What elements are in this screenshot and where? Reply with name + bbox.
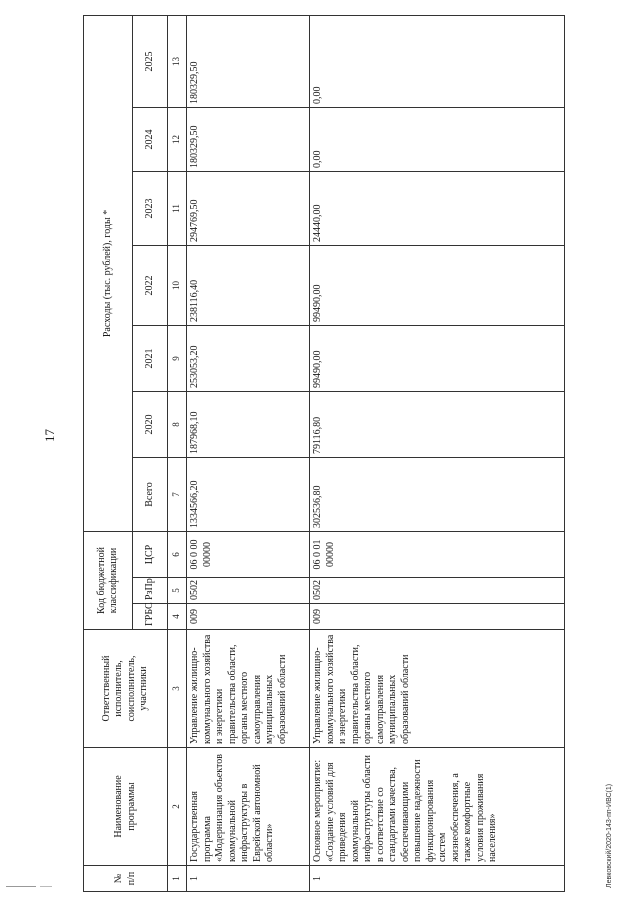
- header-program-name: Наименование программы: [84, 748, 168, 866]
- document-id: Левковский/2020-143-пп-ИВС(1): [606, 783, 613, 888]
- scan-artifact-line: [40, 886, 52, 887]
- col-index: 8: [168, 391, 187, 457]
- value-2022: 238116,40: [187, 245, 310, 325]
- value-2024: 0,00: [310, 107, 565, 171]
- col-index: 5: [168, 578, 187, 604]
- rzpr-code: 0502: [187, 578, 310, 604]
- value-2023: 24440,00: [310, 171, 565, 245]
- header-year-2023: 2023: [133, 171, 168, 245]
- page-number: 17: [42, 429, 57, 442]
- value-2022: 99490,00: [310, 245, 565, 325]
- tsr-code: 06 0 01 00000: [310, 531, 565, 577]
- col-index: 4: [168, 604, 187, 630]
- value-2025: 0,00: [310, 15, 565, 107]
- total-value: 302536,80: [310, 457, 565, 531]
- table-row: [310, 15, 565, 891]
- col-index: 3: [168, 630, 187, 748]
- tsr-code: 06 0 00 00000: [187, 531, 310, 577]
- program-name: Государственная программа «Модернизация объектов коммунальной инфраструктуры в Еврейской автономной области»: [187, 748, 310, 866]
- header-budget-code: Код бюджетной классификации: [84, 531, 133, 629]
- table-row: [187, 15, 310, 891]
- responsible: Управление жилищно-коммунального хозяйства и энергетики правительства области, органы местного самоуправления муниципальных образований области: [310, 630, 565, 748]
- value-2021: 253053,20: [187, 325, 310, 391]
- rzpr-code: 0502: [310, 578, 565, 604]
- scan-artifact-line: [6, 886, 36, 887]
- header-grbs: ГРБС: [133, 604, 168, 630]
- col-index: 7: [168, 457, 187, 531]
- col-index: 12: [168, 107, 187, 171]
- col-index: 6: [168, 531, 187, 577]
- header-num: № п/п: [84, 866, 168, 892]
- budget-table: [83, 15, 565, 892]
- value-2021: 99490,00: [310, 325, 565, 391]
- total-value: 1334566,20: [187, 457, 310, 531]
- header-rzpr: РзПр: [133, 578, 168, 604]
- header-row: [84, 15, 133, 891]
- rotated-table-wrapper: [83, 16, 593, 892]
- header-total: Всего: [133, 457, 168, 531]
- col-index: 2: [168, 748, 187, 866]
- row-num: 1: [187, 866, 310, 892]
- value-2025: 180329,50: [187, 15, 310, 107]
- header-year-2024: 2024: [133, 107, 168, 171]
- value-2020: 187968,10: [187, 391, 310, 457]
- header-year-2025: 2025: [133, 15, 168, 107]
- col-index: 10: [168, 245, 187, 325]
- value-2020: 79116,80: [310, 391, 565, 457]
- header-year-2022: 2022: [133, 245, 168, 325]
- grbs-code: 009: [187, 604, 310, 630]
- row-num: 1: [310, 866, 565, 892]
- column-index-row: [168, 15, 187, 891]
- header-tsr: ЦСР: [133, 531, 168, 577]
- col-index: 11: [168, 171, 187, 245]
- col-index: 1: [168, 866, 187, 892]
- grbs-code: 009: [310, 604, 565, 630]
- header-responsible: Ответственный исполнитель, соисполнитель, участники: [84, 630, 168, 748]
- col-index: 9: [168, 325, 187, 391]
- responsible: Управление жилищно-коммунального хозяйства и энергетики правительства области, органы местного самоуправления муниципальных образований области: [187, 630, 310, 748]
- header-year-2020: 2020: [133, 391, 168, 457]
- value-2024: 180329,50: [187, 107, 310, 171]
- program-name: Основное мероприятие: «Создание условий для приведения коммунальной инфраструктуры области в соответствие со стандартами качества, обеспечивающими повышение надежности функционирования систем жизнеобеспечения, а также комфортные условия проживания населения»: [310, 748, 565, 866]
- value-2023: 294769,50: [187, 171, 310, 245]
- header-year-2021: 2021: [133, 325, 168, 391]
- col-index: 13: [168, 15, 187, 107]
- header-expenses: Расходы (тыс. рублей), годы *: [84, 15, 133, 531]
